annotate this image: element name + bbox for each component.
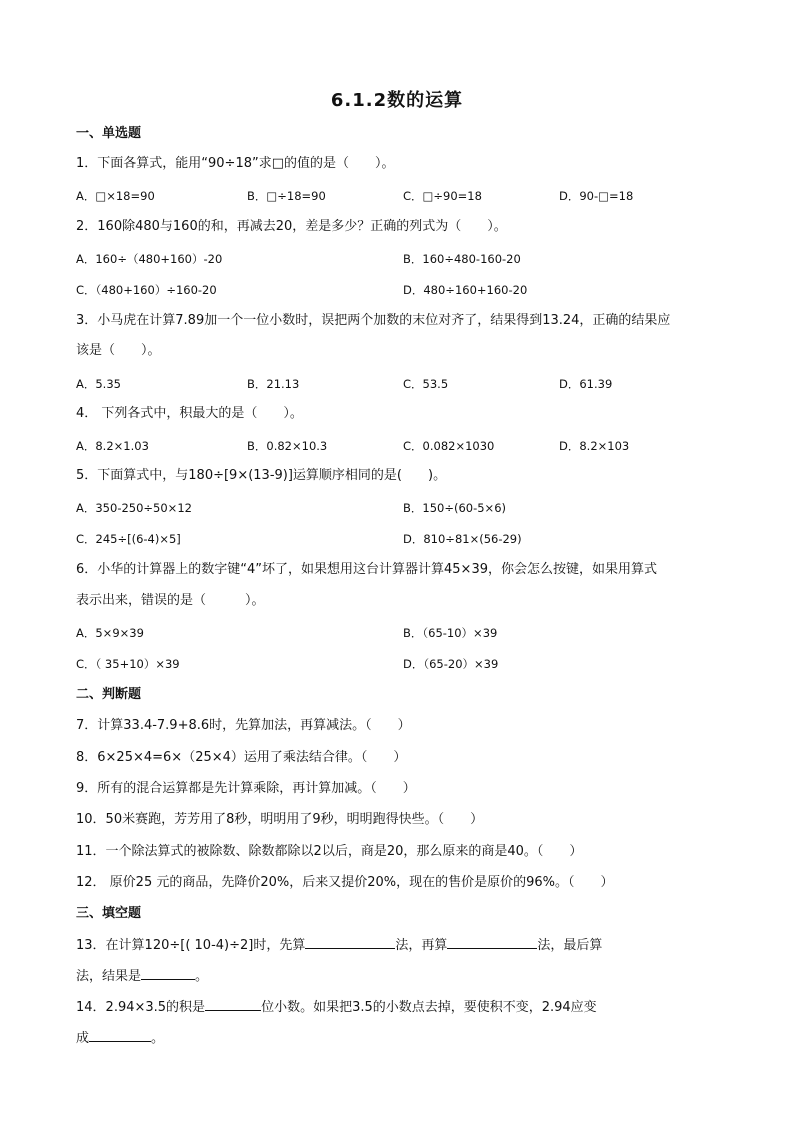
question-13-text-1: 13．在计算120÷[( 10-4)÷2]时，先算: [76, 938, 306, 953]
question-1-option-b: B．□÷18=90: [247, 189, 326, 203]
question-5-option-b: B．150÷(60-5×6): [403, 501, 507, 515]
question-3-option-c: C．53.5: [403, 377, 449, 391]
question-1-stem: 1．下面各算式，能用“90÷18”求□的值的是（ ）。: [76, 156, 395, 171]
question-3-stem-line-2: 该是（ ）。: [76, 343, 161, 358]
question-2-stem: 2．160除480与160的和，再减去20，差是多少？正确的列式为（ ）。: [76, 219, 507, 234]
question-13-text-5: 。: [195, 969, 209, 984]
question-9: 9．所有的混合运算都是先计算乘除，再计算加减。（ ）: [76, 781, 416, 796]
question-6-stem-line-1: 6．小华的计算器上的数字键“4”坏了，如果想用这台计算器计算45×39，你会怎么按键，如果用算式: [76, 562, 657, 577]
answer-blank[interactable]: [305, 936, 395, 949]
question-2-option-c: C．（480+160）÷160-20: [76, 283, 217, 297]
question-3-stem-line-1: 3．小马虎在计算7.89加一个一位小数时，误把两个加数的末位对齐了，结果得到13.24，正确的结果应: [76, 313, 671, 328]
question-2-option-a: A．160÷（480+160）-20: [76, 252, 223, 266]
question-14-text-3: 成: [76, 1031, 90, 1046]
question-2-option-d: D．480÷160+160-20: [403, 283, 528, 297]
question-11: 11．一个除法算式的被除数、除数都除以2以后，商是20，那么原来的商是40。（ ）: [76, 844, 583, 859]
question-5-stem: 5．下面算式中，与180÷[9×(13-9)]运算顺序相同的是( )。: [76, 468, 447, 483]
question-6-option-c: C．（ 35+10）×39: [76, 657, 180, 671]
question-12: 12． 原价25 元的商品，先降价20%，后来又提价20%，现在的售价是原价的96%。（ ）: [76, 875, 614, 890]
question-14-line-2: [76, 1029, 164, 1048]
question-2-option-b: B．160÷480-160-20: [403, 252, 521, 266]
question-3-option-d: D．61.39: [559, 377, 613, 391]
page-title: 6.1.2数的运算: [330, 90, 464, 111]
answer-blank[interactable]: [447, 936, 537, 949]
question-8: 8．6×25×4=6×（25×4）运用了乘法结合律。（ ）: [76, 750, 407, 765]
answer-blank[interactable]: [141, 967, 195, 980]
question-1-option-c: C．□÷90=18: [403, 189, 482, 203]
section-heading-fill-blank: 三、填空题: [76, 906, 142, 921]
question-13-line-1: [76, 936, 602, 955]
question-13-text-3: 法，最后算: [537, 938, 603, 953]
question-5-option-a: A．350-250÷50×12: [76, 501, 192, 515]
section-heading-true-false: 二、判断题: [76, 687, 142, 702]
question-6-option-a: A．5×9×39: [76, 626, 144, 640]
question-7: 7．计算33.4-7.9+8.6时，先算加法，再算减法。（ ）: [76, 718, 411, 733]
question-3-option-b: B．21.13: [247, 377, 300, 391]
question-1-option-d: D．90-□=18: [559, 189, 634, 203]
question-6-option-d: D．（65-20）×39: [403, 657, 499, 671]
question-4-option-a: A．8.2×1.03: [76, 439, 149, 453]
question-13-line-2: [76, 967, 208, 986]
question-3-option-a: A．5.35: [76, 377, 121, 391]
question-14-text-2: 位小数。如果把3.5的小数点去掉，要使积不变，2.94应变: [261, 1000, 597, 1015]
question-6-option-b: B．（65-10）×39: [403, 626, 498, 640]
question-13-text-2: 法，再算: [395, 938, 448, 953]
question-14-text-1: 14．2.94×3.5的积是: [76, 1000, 206, 1015]
question-5-option-d: D．810÷81×(56-29): [403, 532, 522, 546]
question-6-stem-line-2: 表示出来，错误的是（ ）。: [76, 593, 265, 608]
answer-blank[interactable]: [205, 998, 261, 1011]
question-4-stem: 4． 下列各式中，积最大的是（ ）。: [76, 406, 303, 421]
question-13-text-4: 法，结果是: [76, 969, 142, 984]
question-4-option-c: C．0.082×1030: [403, 439, 495, 453]
question-4-option-b: B．0.82×10.3: [247, 439, 328, 453]
answer-blank[interactable]: [89, 1029, 151, 1042]
section-heading-single-choice: 一、单选题: [76, 126, 142, 141]
question-14-line-1: [76, 998, 597, 1017]
question-1-option-a: A．□×18=90: [76, 189, 155, 203]
question-5-option-c: C．245÷[(6-4)×5]: [76, 532, 181, 546]
question-14-text-4: 。: [151, 1031, 165, 1046]
question-4-option-d: D．8.2×103: [559, 439, 630, 453]
question-10: 10．50米赛跑，芳芳用了8秒，明明用了9秒，明明跑得快些。（ ）: [76, 812, 484, 827]
